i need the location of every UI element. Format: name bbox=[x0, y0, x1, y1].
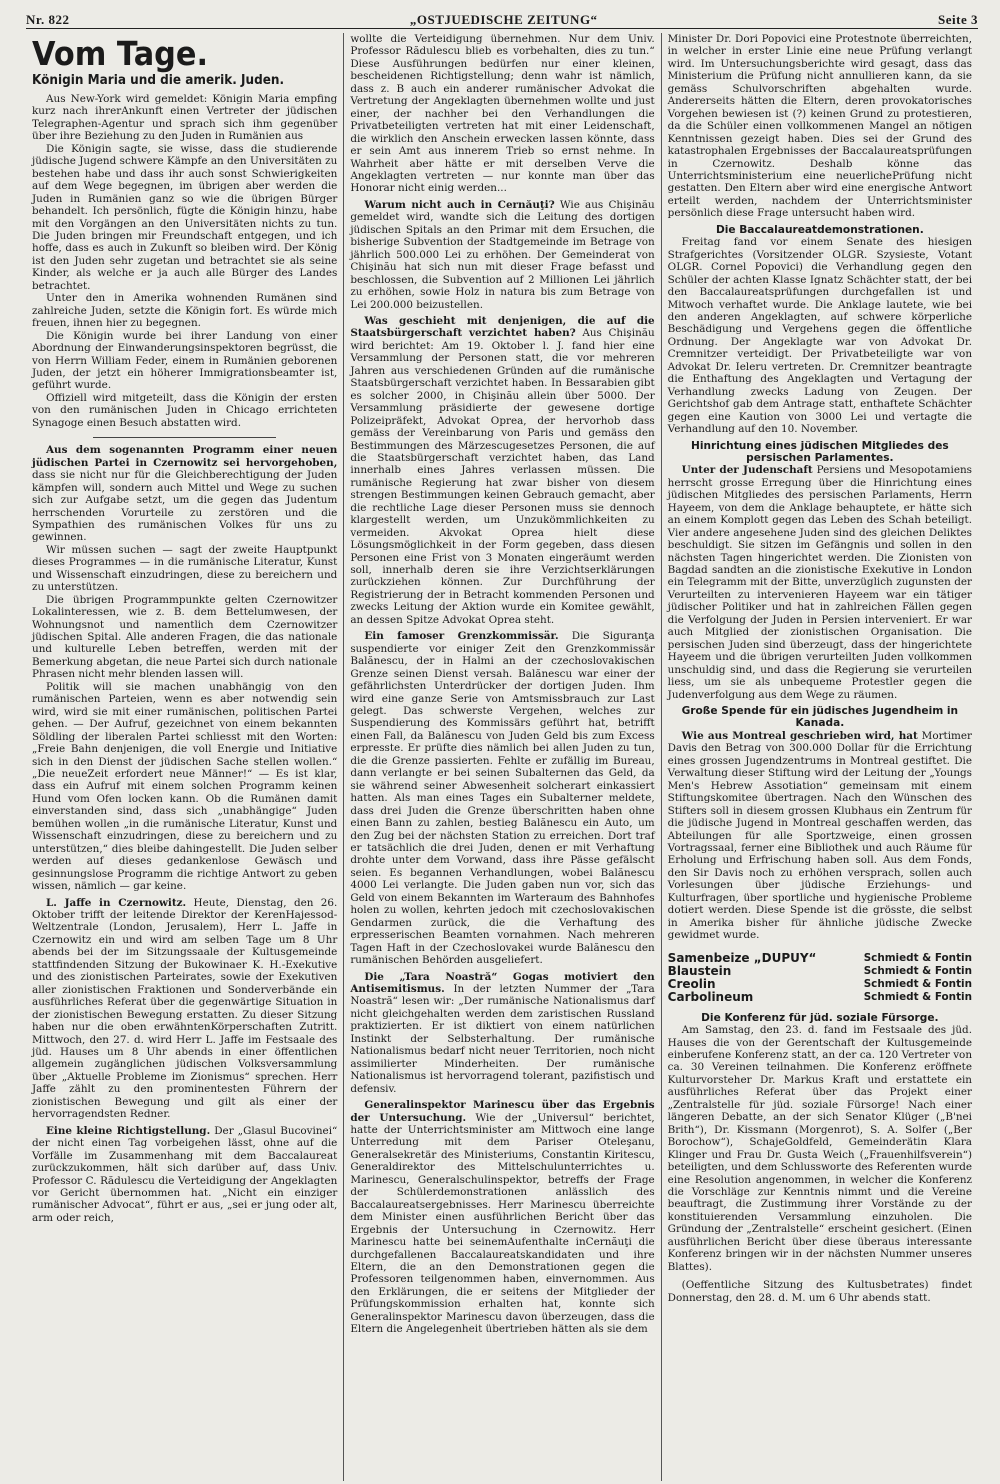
article-paragraph: Offiziell wird mitgeteilt, dass die Königin der ersten von den rumänischen Juden in Chicago errichteten Synagoge einen Besuch abstatten wird. bbox=[32, 391, 338, 429]
article-headline-konferenz: Die Konferenz für jüd. soziale Fürsorge. bbox=[701, 1011, 939, 1024]
ad-product: Samenbeize „DUPUY“ bbox=[667, 950, 817, 965]
article-lead: Ein famoser Grenzkommissär. bbox=[364, 630, 559, 643]
article-spende: Wie aus Montreal geschrieben wird, hat Mortimer Davis den Betrag von 300.000 Dollar für die Errichtung eines grossen Jugendzentrums in Montreal gestiftet. Die Verwaltung dieser Stiftung wird der Leitung der „Youngs Men's Hebrew Assotiation“ gemeinsam mit einem Stiftungskomitee übertragen. Nach den Wünschen des Stifters soll in diesem grossen Klubhaus ein Zentrum für die jüdische Jugend in Montreal geschaffen werden, das Abteilungen für alle Sportzweige, einen grossen Vortragssaal, ferner eine Bibliothek und auch Räume für Erholung und Erfrischung haben soll. Aus dem Fonds, den Sir Davis noch zu erhöhen versprach, sollen auch Vorlesungen über jüdische Erziehungs- und Kulturfragen, über sportliche und hygienische Probleme dotiert werden. Diese Spende ist die grösste, die selbst in Amerika bisher für ähnliche jüdische Zwecke gewidmet wurde. bbox=[667, 729, 973, 942]
section-title: Vom Tage. bbox=[32, 34, 209, 73]
article-paragraph: Politik will sie machen unabhängig von den rumänischen Parteien, wenn es aber notwendig sein wird, wird sie mit einer rumänischen, politischen Partei gehen. — Der Aufruf, gezeichnet von einem bekannten Söldling der liberalen Partei schliesst mit den Worten: „Freie Bahn denjenigen, die voll Energie und Initiative sich in den Dienst der jüdischen Sache stellen wollen.“ „Die neueZeit erfordert neue Männer!“ — Es ist klar, dass ein Aufruf mit einem solchen Programm keinen Hund vom Ofen locken kann. Ob die Rumänen damit einverstanden sind, dass sich „unabhängige“ Juden bemühen wollen „in die rumänische Literatur, Kunst und Wissenschaft einzudringen, diese zu bereichern und zu unterstützen,“ dies bleibe dahingestellt. Die Juden selber werden auf dieses gedankenlose Gewäsch und gesinnungslose Programm die richtige Antwort zu geben wissen, nämlich — gar keine. bbox=[32, 680, 338, 893]
article-headline-persien: Hinrichtung eines jüdischen Mitgliedes des persischen Parlamentes. bbox=[690, 439, 949, 464]
masthead bbox=[26, 6, 978, 29]
article-lead: L. Jaffe in Czernowitz. bbox=[46, 896, 187, 909]
ad-row bbox=[668, 965, 972, 978]
article-lead: Eine kleine Richtigstellung. bbox=[46, 1124, 211, 1137]
article-jaffe: L. Jaffe in Czernowitz. Heute, Dienstag, den 26. Oktober trifft der leitende Direktor der KerenHajessod-Weltzentrale (London, Jerusalem), Herr L. Jaffe in Czernowitz ein und wird am selben Tage um 8 Uhr abends bei der im Sitzungssaale der Kultusgemeinde stattfindenden Sitzung der Bukowinaer K. H.-Exekutive und des zionistischen Parteirates, sowie der Exekutiven aller zionistischen Fraktionen und Sonderverbände ein ausführliches Referat über die gegenwärtige Situation in der zionistischen Bewegung erstatten. Zu dieser Sitzung haben nur die oben erwähntenKörperschaften Zutritt. Mittwoch, den 27. d. wird Herr L. Jaffe im Festsaale des jüd. Hauses um 8 Uhr abends in einer öffentlichen allgemein zugänglichen jüdischen Volksversammlung über „Aktuelle Probleme im Zionismus“ sprechen. Herr Jaffe zählt zu den prominentesten Führern der zionistischen Bewegung und gilt als einer der hervorragendsten Redner. bbox=[32, 896, 338, 1121]
ad-row bbox=[668, 991, 972, 1004]
ad-firm: Schmiedt & Fontin bbox=[863, 990, 973, 1003]
article-richtigstellung: Eine kleine Richtigstellung. Der „Glasul Bucovinei“ der nicht einen Tag vorbeigehen lässt, ohne auf die Vorfälle im Zusammenhang mit dem Baccalaureat zurückzukommen, hält sich darüber auf, dass Univ. Professor C. Rădulescu die Verteidigung der Angeklagten vor Gericht übernommen hat. „Nicht ein einziger rumänischer Advocat“, führt er aus, „sei er jung oder alt, arm oder reich, bbox=[32, 1124, 338, 1224]
article-lead: Aus dem sogenannten Programm einer neuen jüdischen Partei in Czernowitz sei hervorgehoben, bbox=[32, 444, 338, 469]
ad-firm: Schmiedt & Fontin bbox=[863, 964, 973, 977]
page-number: Seite 3 bbox=[938, 12, 978, 27]
article-paragraph: Die Königin wurde bei ihrer Landung von einer Abordnung der Einwanderungsinspektoren begrüsst, die von Herrn William Feder, einem in Rumänien geborenen Juden, der jetzt ein höherer Immigrationsbeamter ist, geführt wurde. bbox=[32, 329, 338, 392]
article-paragraph: wollte die Verteidigung übernehmen. Nur dem Univ. Professor Rădulescu blieb es vorbehalten, dies zu tun.“ Diese Ausführungen bedürfen nur einer kleinen, bescheidenen Richtigstellung; denn wahr ist nämlich, dass z. B auch ein anderer rumänischer Advokat die Vertretung der Angeklagten übernehmen wollte und just einer, der nachher bei den Verhandlungen die Privatbeteiligten vertreten hat mit einer Leidenschaft, die wirklich den Anschein erwecken lassen könnte, dass er sein Amt aus innerem Trieb so ernst nehme. In Wahrheit aber hätte er mit derselben Verve die Angeklagten vertreten — nur konnte man über das Honorar nicht einig werden... bbox=[350, 33, 655, 195]
issue-number: Nr. 822 bbox=[26, 12, 70, 27]
article-paragraph: (Oeffentliche Sitzung des Kultusbetrates) findet Donnerstag, den 28. d. M. um 6 Uhr abends statt. bbox=[667, 1279, 973, 1304]
ad-firm: Schmiedt & Fontin bbox=[863, 951, 973, 964]
article-paragraph: Wir müssen suchen — sagt der zweite Hauptpunkt dieses Programmes — in die rumänische Literatur, Kunst und Wissenschaft einzudringen, diese zu bereichern und zu unterstützen. bbox=[32, 543, 338, 594]
ad-product: Blaustein bbox=[667, 963, 732, 978]
article-persien: Unter der Judenschaft Persiens und Mesopotamiens herrscht grosse Erregung über die Hinrichtung eines jüdischen Mitgliedes des persischen Parlaments, Herrn Hayeem, von dem die Anklage behauptete, er hätte sich an einem Komplott gegen das Leben des Schah beteiligt. Vier andere angesehene Juden sind des gleichen Deliktes beschuldigt. Sie sitzen im Gefängnis und sollen in den nächsten Tagen hingerichtet werden. Die Zionisten von Bagdad sandten an die zionistische Exekutive in London ein Telegramm mit der Bitte, unverzüglich zugunsten der Verurteilten zu intervenieren Hayeem war ein tätiger jüdischer Politiker und hat in zahlreichen Fällen gegen die Verfolgung der Juden in Persien interveniert. Er war auch Mitglied der zionistischen Organisation. Die persischen Juden sind überzeugt, dass der hingerichtete Hayeem und die übrigen verurteilten Juden vollkommen unschuldig sind, und dass die Regierung sie verurteilen liess, um sie als unbequeme Protestler gegen die Judenverfolgung aus dem Wege zu räumen. bbox=[667, 464, 973, 701]
article-paragraph: Aus New-York wird gemeldet: Königin Maria empfing kurz nach ihrerAnkunft einen Vertreter der jüdischen Telegraphen-Agentur und sprach sich ihm gegenüber über ihre Beziehung zu den Juden in Rumänien aus bbox=[32, 93, 338, 143]
article-lead: Was geschieht mit denjenigen, die auf die Staatsbürgerschaft verzichtet haben? bbox=[350, 314, 655, 340]
article-staatsbuergerschaft: Was geschieht mit denjenigen, die auf die Staatsbürgerschaft verzichtet haben? Aus Chişinău wird berichtet: Am 19. Oktober l. J. fand hier eine Versammlung der Personen statt, die vor mehreren Jahren aus verschiedenen Gründen auf die rumänische Staatsbürgerschaft verzichtet haben. In Bessarabien gibt es solcher 2000, in Chişinău allein über 5000. Der Versammlung präsidierte der gewesene dortige Polizeipräfekt, Advokat Oprea, der hervorhob dass gemäss der Vereinbarung von Paris und gemäss den Bestimmungen des Märzescugesetzes Personen, die auf die Staatsbürgerschaft verzichtet haben, das Land innerhalb eines Jahres verlassen müssen. Die rumänische Regierung hat zwar bisher von diesem strengen Bestimmungen keinen Gebrauch gemacht, aber die rechtliche Lage dieser Personen muss sie dennoch klargestellt werden, um Unzukömmlichkeiten zu vermeiden. Akvokat Oprea hielt diese Lösungsmöglichkeit in der Form gegeben, dass diesen Personen eine Frist von 3 Monaten eingeräumt werden soll, innerhalb deren sie ihre Verzichtserklärungen zurückziehen können. Zur Durchführung der Registrierung der in Betracht kommenden Personen und zwecks Leitung der Aktion wurde ein Komitee gewählt, an dessen Spitze Advokat Oprea steht. bbox=[350, 314, 655, 626]
article-headline-koenigin: Königin Maria und die amerik. Juden. bbox=[32, 73, 285, 88]
article-marinescu: Generalinspektor Marinescu über das Ergebnis der Untersuchung. Wie der „Universul“ berichtet, hatte der Unterrichtsminister am Mittwoch eine lange Unterredung mit dem Pariser Oteleşanu, Generalsekretär des Ministeriums, Constantin Kiritescu, Generaldirektor des Mittelschulunterrichtes u. Marinescu, Generalschulinspektor, betreffs der Frage der Schülerdemonstrationen anlässlich des Baccalaureatsergebnisses. Herr Marinescu überreichte dem Minister einen ausführlichen Bericht über das Ergebnis der Untersuchung in Czernowitz. Herr Marinescu hatte bei seinemAufenthalte inCernăuţi die durchgefallenen Baccalaureatskandidaten und ihre Eltern, die an den Demonstrationen gegen die Professoren teilgenommen haben, einvernommen. Aus den Erklärungen, die er seitens der Mitglieder der Prüfungskommission erhalten hat, konnte sich Generalinspektor Marinescu davon überzeugen, dass die Eltern die Angelegenheit übertrieben hätten als sie dem bbox=[350, 1099, 655, 1336]
article-paragraph: Am Samstag, den 23. d. fand im Festsaale des jüd. Hauses die von der Gerentschaft der Kultusgemeinde einberufene Konferenz statt, an der ca. 120 Vertreter von ca. 30 Vereinen teilnahmen. Die Konferenz eröffnete Kulturvorsteher Dr. Markus Kraft und erstattete ein ausführliches Referat über das Projekt einer „Zentralstelle für jüd. soziale Fürsorge! Nach einer längeren Debatte, an der sich Senator Klüger („B'nei Brith“), Dr. Kissmann (Morgenrot), S. A. Solfer („Ber Borochow“), SchajeGoldfeld, Gemeinderätin Klara Klinger und Frau Dr. Gusta Weich („Frauenhilfsverein“) beteiligten, und dem Schlussworte des Referenten wurde eine Resolution angenommen, in welcher die Konferenz die Vorschläge zur Kenntnis nimmt und die Vereine beauftragt, die Zustimmung ihrer Vorstände zu der konstituierenden Versammlung einzuholen. Die Gründung der „Zentralstelle“ erscheint gesichert. (Einen ausführlichen Bericht über diese überaus interessante Konferenz bringen wir in der nächsten Nummer unseres Blattes). bbox=[667, 1024, 973, 1273]
article-tara-noastra: Die „Tara Noastră“ Gogas motiviert den Antisemitismus. In der letzten Nummer der „Tara Noastră“ lesen wir: „Der rumänische Nationalismus darf nicht gleichgehalten werden dem zaristischen Russland praktizierten. Er ist diktiert von einem natürlichen Instinkt der Selbsterhaltung. Der rumänische Nationalismus bedarf nicht neuer Territorien, noch nicht assimilierter Minderheiten. Der rumänische Nationalismus ist hervorragend tolerant, pazifistisch und defensiv. bbox=[350, 970, 655, 1095]
article-grenzkommissaer: Ein famoser Grenzkommissär. Die Siguranţa suspendierte vor einiger Zeit den Grenzkommissär Balănescu, der in Halmi an der czechoslovakischen Grenze seinen Dienst versah. Balănescu war einer der gefährlichsten Unterdrücker der dortigen Juden. Ihm wird eine ganze Serie von Amtsmissbrauch zur Last gelegt. Das schwerste Vergehen, welches zur Suspendierung des Kommissärs geführt hat, betrifft einen Fall, da Balănescu von Juden Geld bis zum Excess erpresste. Er prüfte dies nämlich bei allen Juden zu tun, die die Grenze passierten. Fehlte er zufällig im Bureau, dann verlangte er bei seinen Subalternen das Geld, da sie während seiner Abwesenheit solcherart einkassiert hatten. Als man eines Tages ein Subalterner meldete, dass drei Juden die Grenze überschritten haben ohne einen Bann zu zahlen, bestieg Balănescu ein Auto, um den Zug bei der nächsten Station zu erreichen. Dort traf er tatsächlich die drei Juden, denen er mit Verhaftung drohte unter dem Vorwand, dass ihre Pässe gefälscht seien. Es begannen Verhandlungen, wobei Balănescu 4000 Lei verlangte. Die Juden gaben nun vor, sich das Geld von einem Bekannten im Warteraum des Bahnhofes holen zu wollen, kehrten jedoch mit czechoslovakischen Gendarmen zurück, die die Verhaftung des erpresserischen Beamten vornahmen. Nach mehreren Tagen Haft in der Czechoslovakei wurde Balănescu den rumänischen Behörden ausgeliefert. bbox=[350, 630, 655, 967]
article-programm: Aus dem sogenannten Programm einer neuen jüdischen Partei in Czernowitz sei hervorgehoben, dass sie nicht nur für die Gleichberechtigung der Juden kämpfen will, sondern auch Mittel und Wege zu suchen sich zur Aufgabe setzt, um die gegen das Judentum herrschenden Vorurteile zu zerstören und die Sympathien des rumänischen Volkes für uns zu gewinnen. bbox=[32, 444, 338, 544]
ad-product: Carbolineum bbox=[667, 989, 754, 1004]
ad-firm: Schmiedt & Fontin bbox=[863, 977, 973, 990]
column-3 bbox=[661, 33, 978, 1481]
article-headline-baccalaureat: Die Baccalaureatdemonstrationen. bbox=[715, 223, 924, 236]
article-paragraph: Minister Dr. Dori Popovici eine Protestnote überreichten, in welcher in erster Linie eine neue Prüfung verlangt wird. Im Untersuchungsberichte wird gesagt, dass das Ministerium die Prüfung nicht annullieren kann, da sie gemäss Schulvorschriften abgehalten wurde. Andererseits hätten die Eltern, deren provokatorisches Vorgehen bewiesen ist (?) keinen Grund zu protestieren, da die Schüler einen vollkommenen Mangel an nötigen Kenntnissen gezeigt haben. Dies sei der Grund des katastrophalen Ergebnisses der Baccalaureatsprüfungen in Czernowitz. Deshalb könne das Unterrichtsministerium eine neuerlichePrüfung nicht gestatten. Den Eltern aber wird eine energische Antwort erteilt werden, nachdem der Unterrichtsminister persönlich diese Frage untersucht haben wird. bbox=[667, 33, 973, 220]
column-2 bbox=[343, 33, 660, 1481]
advertisement bbox=[668, 952, 972, 1004]
article-lead: Warum nicht auch in Cernăuţi? bbox=[364, 198, 555, 211]
article-paragraph: Unter den in Amerika wohnenden Rumänen sind zahlreiche Juden, setzte die Königin fort. Es würde mich freuen, ihnen hier zu begegnen. bbox=[32, 292, 338, 330]
article-cernauti: Warum nicht auch in Cernăuţi? Wie aus Chişinău gemeldet wird, wandte sich die Leitung des dortigen jüdischen Spitals an den Primar mit dem Ersuchen, die bisherige Subvention der Stadtgemeinde im Betrage von jährlich 500.000 Lei zu erhöhen. Der Gemeinderat von Chişinău hat sich nun mit dieser Frage befasst und beschlossen, die Subvention auf 2 Millionen Lei jährlich zu erhöhen, sowie Holz in natura bis zum Betrage von Lei 200.000 beizustellen. bbox=[350, 198, 655, 311]
article-lead: Die „Tara Noastră“ Gogas motiviert den Antisemitismus. bbox=[350, 970, 655, 995]
ad-product: Creolin bbox=[667, 976, 716, 991]
article-paragraph: Die Königin sagte, sie wisse, dass die studierende jüdische Jugend schwere Kämpfe an den Universitäten zu bestehen habe und dass ihr auch sonst Schwierigkeiten auf dem Wege begegnen, im übrigen aber werden die Juden in Rumänien ganz so wie die übrigen Bürger behandelt. Ich persönlich, fügte die Königin hinzu, habe mit den Vorgängen an den Universitäten nichts zu tun. Die Juden bringen mir Freundschaft entgegen, und ich hoffe, dass es auch in Zukunft so bleiben wird. Der König ist den Juden sehr zugetan und betrachtet sie als seine Kinder, als welche er ja auch alle Bürger des Landes betrachtet. bbox=[32, 142, 338, 292]
divider bbox=[93, 437, 276, 438]
article-paragraph: Freitag fand vor einem Senate des hiesigen Strafgerichtes (Vorsitzender OLGR. Szysieste, Votant OLGR. Cornel Popovici) die Verhandlung gegen den Schüler der achten Klasse Ignatz Schächter statt, der bei den Baccalaureatsprüfungen durchgefallen ist und Mitwoch verhaftet wurde. Die Anklage lautete, wie bei den anderen Angeklagten, auf schwere körperliche Beschädigung und Vergehens gegen die öffentliche Ordnung. Der Angeklagte war von Advokat Dr. Cremnitzer verteidigt. Der Privatbeteiligte war von Advokat Dr. Ieleru vertreten. Dr. Cremnitzer beantragte die Enthaftung des Angeklagten und Vertagung der Verhandlung zwecks Ladung von Zeugen. Der Gerichtshof gab dem Antrage statt, enthaftete Schächter gegen eine Kaution von 3000 Lei und vertagte die Verhandlung auf den 10. November. bbox=[667, 236, 973, 436]
article-headline-spende: Große Spende für ein jüdisches Jugendheim in Kanada. bbox=[681, 705, 959, 730]
ad-row bbox=[668, 952, 972, 965]
ad-row bbox=[668, 978, 972, 991]
article-columns bbox=[26, 33, 978, 1481]
newspaper-name: „OSTJUEDISCHE ZEITUNG“ bbox=[409, 12, 598, 27]
column-1 bbox=[26, 33, 343, 1481]
article-paragraph: Die übrigen Programmpunkte gelten Czernowitzer Lokalinteressen, wie z. B. dem Bettelumwesen, der Wohnungsnot und namentlich dem Czernowitzer jüdischen Spital. Alle anderen Fragen, die das nationale und kulturelle Leben betreffen, werden mit der Bemerkung abgetan, die neue Partei sich durch nationale Phrasen nicht mehr blenden lassen will. bbox=[32, 593, 338, 681]
article-lead: Generalinspektor Marinescu über das Ergebnis der Untersuchung. bbox=[350, 1099, 655, 1124]
